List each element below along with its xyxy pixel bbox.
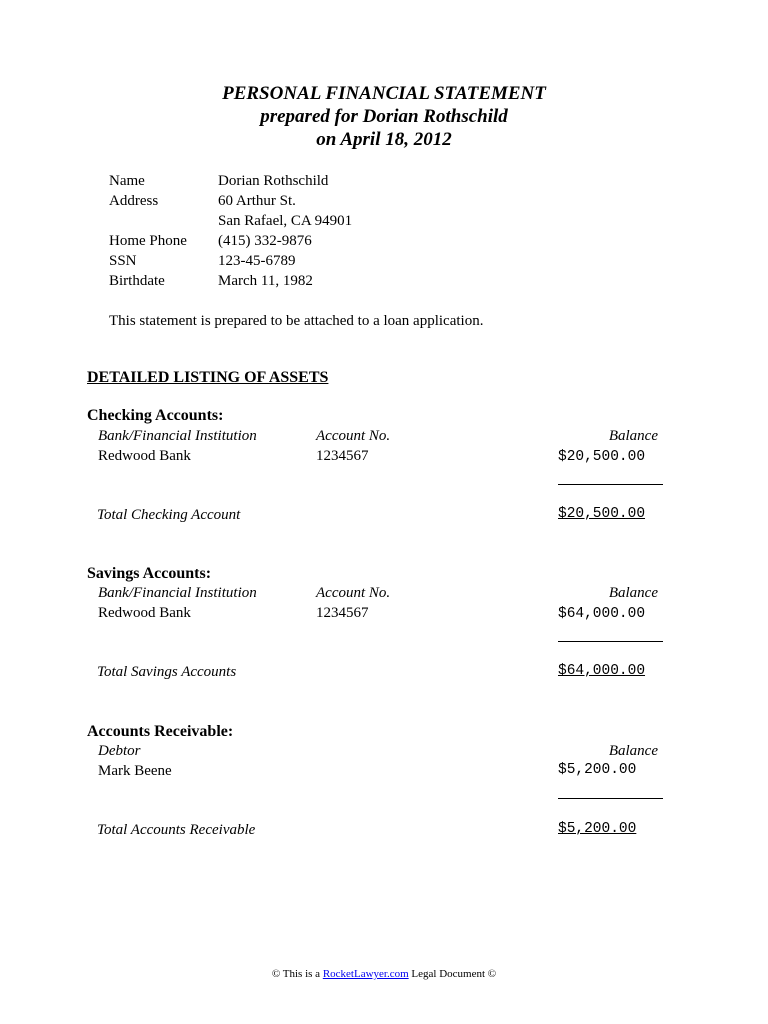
name-value: Dorian Rothschild	[218, 173, 329, 189]
statement-date: on April 18, 2012	[316, 129, 452, 150]
ssn-value: 123-45-6789	[218, 253, 296, 269]
birthdate-value: March 11, 1982	[218, 273, 313, 289]
receivable-total-label: Total Accounts Receivable	[97, 822, 256, 838]
checking-col-account: Account No.	[316, 428, 391, 444]
footer-suffix: Legal Document ©	[408, 968, 497, 980]
prepared-for: prepared for Dorian Rothschild	[260, 106, 508, 127]
phone-value: (415) 332-9876	[218, 233, 312, 249]
ssn-label: SSN	[109, 253, 137, 269]
savings-total-label: Total Savings Accounts	[97, 664, 237, 680]
rocketlawyer-link[interactable]: RocketLawyer.com	[322, 968, 409, 980]
document-title: PERSONAL FINANCIAL STATEMENT	[222, 83, 546, 104]
checking-total-value: $20,500.00	[558, 506, 646, 522]
checking-col-balance: Balance	[608, 428, 658, 444]
address-line2: San Rafael, CA 94901	[218, 213, 353, 229]
receivable-row-balance: $5,200.00	[558, 762, 637, 778]
receivable-title: Accounts Receivable:	[87, 723, 234, 740]
savings-row-account: 1234567	[316, 605, 369, 621]
address-label: Address	[109, 193, 159, 209]
phone-label: Home Phone	[109, 233, 187, 249]
footer	[0, 968, 768, 980]
assets-heading: DETAILED LISTING OF ASSETS	[87, 369, 329, 386]
savings-total-value: $64,000.00	[558, 663, 646, 679]
savings-sum-rule	[558, 641, 663, 642]
receivable-total-value: $5,200.00	[558, 821, 637, 837]
receivable-row-debtor: Mark Beene	[98, 763, 172, 779]
receivable-sum-rule	[558, 798, 663, 799]
savings-row-institution: Redwood Bank	[98, 605, 191, 621]
checking-total-label: Total Checking Account	[97, 507, 241, 523]
footer-prefix: © This is a	[271, 968, 323, 980]
checking-title: Checking Accounts:	[87, 407, 224, 424]
checking-row-account: 1234567	[316, 448, 369, 464]
savings-col-institution: Bank/Financial Institution	[98, 585, 257, 601]
address-line1: 60 Arthur St.	[218, 193, 296, 209]
checking-row-balance: $20,500.00	[558, 449, 646, 465]
checking-sum-rule	[558, 484, 663, 485]
savings-col-balance: Balance	[608, 585, 658, 601]
intro-text: This statement is prepared to be attached to a loan application.	[109, 313, 484, 329]
savings-col-account: Account No.	[316, 585, 391, 601]
savings-title: Savings Accounts:	[87, 565, 212, 582]
checking-row-institution: Redwood Bank	[98, 448, 191, 464]
receivable-col-debtor: Debtor	[98, 743, 141, 759]
checking-col-institution: Bank/Financial Institution	[98, 428, 257, 444]
savings-row-balance: $64,000.00	[558, 606, 646, 622]
receivable-col-balance: Balance	[608, 743, 658, 759]
name-label: Name	[109, 173, 145, 189]
birthdate-label: Birthdate	[109, 273, 165, 289]
